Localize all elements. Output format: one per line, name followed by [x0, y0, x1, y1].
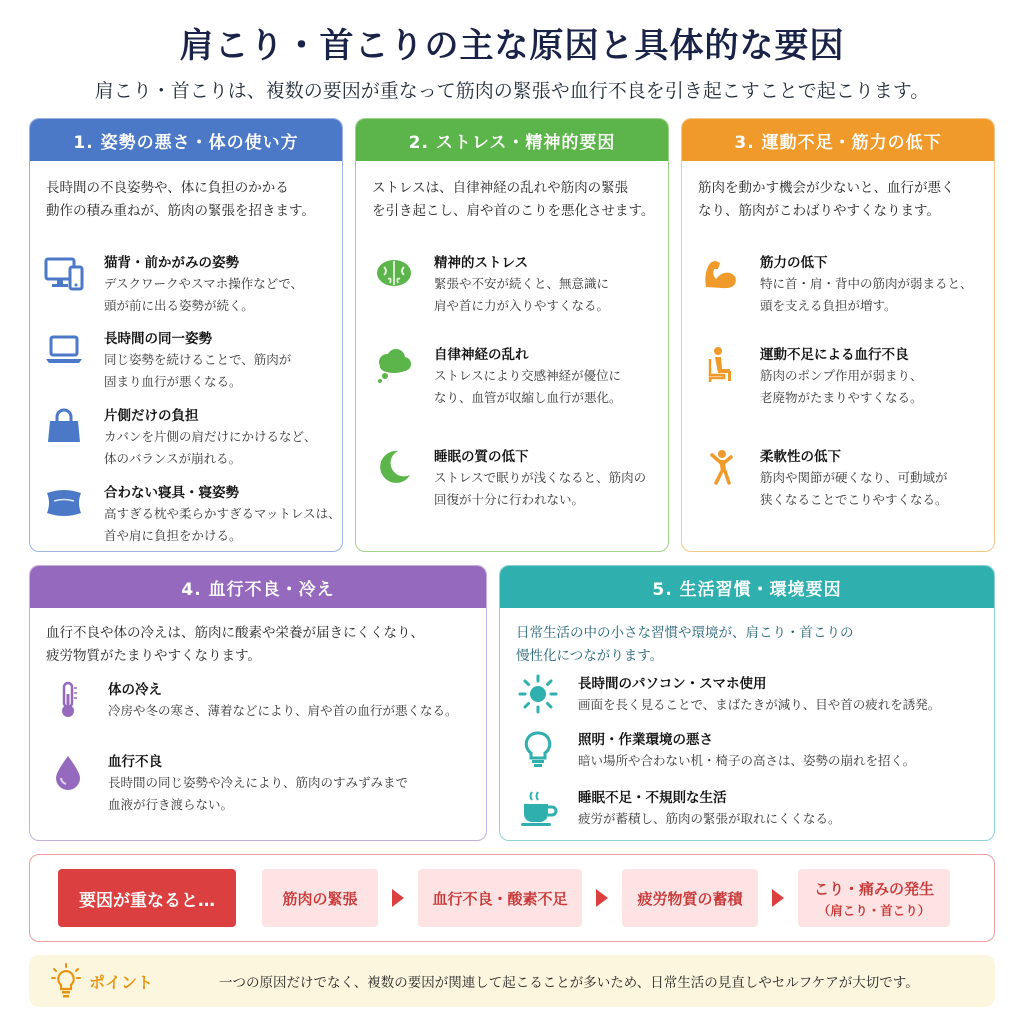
item-desc: デスクワークやスマホ操作などで、 頭が前に出る姿勢が続く。 [104, 276, 304, 313]
item-desc: 筋肉や関節が硬くなり、可動域が 狭くなることでこりやすくなる。 [760, 470, 948, 507]
item-title: 精神的ストレス [434, 255, 529, 271]
flow-step [622, 869, 758, 927]
laptop-icon [44, 329, 84, 369]
card-circulation [29, 565, 487, 841]
item-title: 長時間の同一姿勢 [104, 331, 212, 347]
list-item [374, 345, 622, 409]
flow-step [798, 869, 950, 927]
arrow-right-icon [772, 889, 784, 907]
item-desc: 暗い場所や合わない机・椅子の高さは、姿勢の崩れを招く。 [578, 753, 916, 768]
list-item [48, 752, 408, 816]
item-desc: ストレスにより交感神経が優位に なり、血管が収縮し血行が悪化。 [434, 368, 622, 405]
stretching-person-icon [700, 447, 740, 487]
card-posture [29, 118, 343, 552]
item-title: 柔軟性の低下 [760, 449, 841, 465]
item-desc: 高すぎる枕や柔らかすぎるマットレスは、 首や肩に負担をかける。 [104, 506, 341, 543]
card-heading: 5. 生活習慣・環境要因 [500, 566, 994, 608]
arrow-right-icon [596, 889, 608, 907]
list-item [700, 447, 948, 511]
item-title: 体の冷え [108, 682, 162, 698]
list-item [700, 345, 923, 409]
lightbulb-icon [518, 730, 558, 770]
thought-cloud-icon [374, 345, 414, 385]
point-text: 一つの原因だけでなく、複数の要因が関連して起こることが多いため、日常生活の見直しやセルフケアが大切です。 [219, 975, 919, 991]
card-heading: 3. 運動不足・筋力の低下 [682, 119, 994, 161]
brain-icon [374, 253, 414, 293]
card-intro: 日常生活の中の小さな習慣や環境が、肩こり・首こりの 慢性化につながります。 [516, 625, 854, 664]
item-desc: 画面を長く見ることで、まばたきが減り、目や首の疲れを誘発。 [578, 697, 941, 712]
flow-step-label: こり・痛みの発生 [813, 879, 934, 898]
item-title: 片側だけの負担 [104, 408, 199, 424]
point-banner [29, 955, 995, 1007]
item-title: 照明・作業環境の悪さ [578, 732, 713, 748]
card-exercise [681, 118, 995, 552]
card-heading: 1. 姿勢の悪さ・体の使い方 [30, 119, 342, 161]
item-desc: 冷房や冬の寒さ、薄着などにより、肩や首の血行が悪くなる。 [108, 703, 458, 718]
item-desc: ストレスで眠りが浅くなると、筋肉の 回復が十分に行われない。 [434, 470, 647, 507]
item-title: 睡眠不足・不規則な生活 [578, 790, 727, 806]
flow-step-label: 疲労物質の蓄積 [637, 889, 743, 908]
list-item [700, 253, 973, 317]
list-item [374, 447, 646, 511]
sun-icon [518, 674, 558, 714]
item-title: 運動不足による血行不良 [760, 347, 909, 363]
flow-lead: 要因が重なると… [58, 869, 236, 927]
item-desc: 同じ姿勢を続けることで、筋肉が 固まり血行が悪くなる。 [104, 352, 292, 389]
list-item [44, 253, 303, 317]
cause-flow [29, 854, 995, 942]
item-title: 血行不良 [108, 754, 162, 770]
list-item [374, 253, 609, 317]
flow-step-sub: （肩こり・首こり） [817, 902, 931, 918]
card-intro: 筋肉を動かす機会が少ないと、血行が悪く なり、筋肉がこわばりやすくなります。 [698, 180, 955, 219]
list-item [518, 788, 841, 830]
devices-icon [44, 253, 84, 293]
sitting-person-icon [700, 345, 740, 385]
flow-step-label: 血行不良・酸素不足 [432, 889, 568, 908]
page-subtitle: 肩こり・首こりは、複数の要因が重なって筋肉の緊張や血行不良を引き起こすことで起こります。 [94, 80, 930, 102]
list-item [44, 483, 341, 547]
item-desc: 特に首・肩・背中の筋肉が弱まると、 頭を支える負担が増す。 [760, 276, 973, 313]
lightbulb-icon [51, 963, 81, 999]
point-label: ポイント [89, 972, 154, 992]
muscle-arm-icon [700, 253, 740, 293]
list-item [48, 680, 458, 722]
item-desc: カバンを片側の肩だけにかけるなど、 体のバランスが崩れる。 [104, 429, 317, 466]
bag-icon [44, 406, 84, 446]
list-item [518, 674, 940, 716]
card-heading: 4. 血行不良・冷え [30, 566, 486, 608]
item-title: 長時間のパソコン・スマホ使用 [578, 676, 767, 692]
card-intro: ストレスは、自律神経の乱れや筋肉の緊張 を引き起こし、肩や首のこりを悪化させます。 [372, 180, 655, 219]
item-title: 睡眠の質の低下 [434, 449, 529, 465]
card-stress [355, 118, 669, 552]
item-title: 自律神経の乱れ [434, 347, 529, 363]
item-desc: 筋肉のポンプ作用が弱まり、 老廃物がたまりやすくなる。 [760, 368, 923, 405]
flow-step-label: 筋肉の緊張 [282, 889, 358, 908]
item-desc: 緊張や不安が続くと、無意識に 肩や首に力が入りやすくなる。 [434, 276, 610, 313]
item-title: 筋力の低下 [760, 255, 828, 271]
card-lifestyle [499, 565, 995, 841]
card-heading: 2. ストレス・精神的要因 [356, 119, 668, 161]
page-title: 肩こり・首こりの主な原因と具体的な要因 [179, 26, 845, 66]
item-desc: 疲労が蓄積し、筋肉の緊張が取れにくくなる。 [578, 811, 841, 826]
item-title: 猫背・前かがみの姿勢 [104, 255, 239, 271]
item-title: 合わない寝具・寝姿勢 [104, 485, 239, 501]
moon-icon [374, 447, 414, 487]
arrow-right-icon [392, 889, 404, 907]
drop-icon [48, 752, 88, 792]
flow-step [262, 869, 378, 927]
card-intro: 血行不良や体の冷えは、筋肉に酸素や栄養が届きにくくなり、 疲労物質がたまりやすくなります。 [46, 625, 424, 664]
item-desc: 長時間の同じ姿勢や冷えにより、筋肉のすみずみまで 血液が行き渡らない。 [108, 775, 409, 812]
flow-step [418, 869, 582, 927]
list-item [44, 329, 291, 393]
list-item [518, 730, 915, 772]
coffee-cup-icon [518, 788, 558, 828]
card-intro: 長時間の不良姿勢や、体に負担のかかる 動作の積み重ねが、筋肉の緊張を招きます。 [46, 180, 315, 219]
pillow-icon [44, 483, 84, 523]
list-item [44, 406, 317, 470]
thermometer-icon [48, 680, 88, 720]
